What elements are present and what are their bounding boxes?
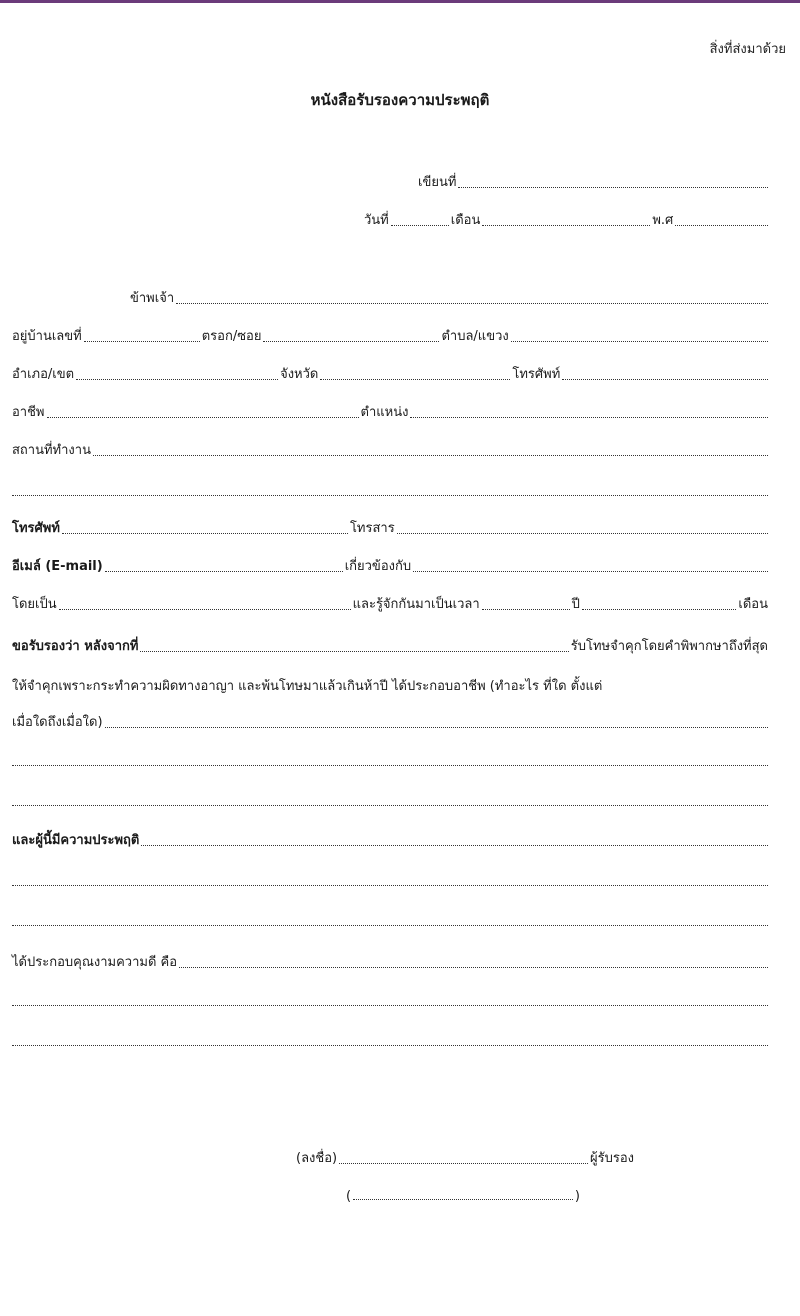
address-row xyxy=(12,326,770,346)
good-deeds-row xyxy=(12,952,770,972)
province-field[interactable] xyxy=(320,379,510,380)
behavior-row-3 xyxy=(12,910,770,930)
written-at-label: เขียนที่ xyxy=(418,175,457,190)
since-when-field-2[interactable] xyxy=(12,765,768,766)
months-label: เดือน xyxy=(738,597,768,612)
name-open-paren: ( xyxy=(346,1189,352,1204)
good-deeds-field[interactable] xyxy=(179,967,768,968)
known-for-label: และรู้จักกันมาเป็นเวลา xyxy=(352,597,480,612)
since-row-2 xyxy=(12,750,770,770)
since-when-label: เมื่อใดถึงเมื่อใด) xyxy=(12,715,103,730)
house-no-label: อยู่บ้านเลขที่ xyxy=(12,329,82,344)
by-being-field[interactable] xyxy=(59,609,351,610)
certifier-label: ผู้รับรอง xyxy=(590,1151,634,1166)
district-row xyxy=(12,364,770,384)
document-title: หนังสือรับรองความประพฤติ xyxy=(310,91,490,109)
sentenced-label: รับโทษจำคุกโดยคำพิพากษาถึงที่สุด xyxy=(570,639,768,654)
behavior-row-2 xyxy=(12,870,770,890)
by-being-label: โดยเป็น xyxy=(12,597,57,612)
good-deeds-field-2[interactable] xyxy=(12,1005,768,1006)
signature-field[interactable] xyxy=(339,1163,588,1164)
position-label: ตำแหน่ง xyxy=(360,405,409,420)
district-field[interactable] xyxy=(76,379,278,380)
email-field[interactable] xyxy=(105,571,343,572)
occupation-row xyxy=(12,402,770,422)
month-field[interactable] xyxy=(482,225,650,226)
alley-label: ตรอก/ซอย xyxy=(201,329,262,344)
enclosure-note: สิ่งที่ส่งมาด้วย xyxy=(709,42,786,57)
behavior-field-2[interactable] xyxy=(12,885,768,886)
email-row xyxy=(12,556,770,576)
occupation-field[interactable] xyxy=(47,417,359,418)
position-field[interactable] xyxy=(410,417,768,418)
workplace-field-2[interactable] xyxy=(12,495,768,496)
behavior-label: และผู้นี้มีความประพฤติ xyxy=(12,833,140,848)
phone-label: โทรศัพท์ xyxy=(512,367,561,382)
good-deeds-label: ได้ประกอบคุณงามความดี คือ xyxy=(12,955,178,970)
months-field[interactable] xyxy=(582,609,736,610)
good-deeds-row-2 xyxy=(12,990,770,1010)
house-no-field[interactable] xyxy=(84,341,200,342)
subdistrict-field[interactable] xyxy=(511,341,768,342)
workplace-row xyxy=(12,440,770,460)
fax-label: โทรสาร xyxy=(349,521,395,536)
date-field[interactable] xyxy=(391,225,449,226)
name-row xyxy=(130,288,770,308)
district-label: อำเภอ/เขต xyxy=(12,367,75,382)
province-label: จังหวัด xyxy=(280,367,319,382)
years-field[interactable] xyxy=(482,609,570,610)
certify-row xyxy=(12,636,770,656)
be-year-label: พ.ศ xyxy=(652,213,674,228)
email-label: อีเมล์ (E-mail) xyxy=(12,559,103,574)
written-at-row xyxy=(418,172,770,192)
good-deeds-field-3[interactable] xyxy=(12,1045,768,1046)
phone2-label: โทรศัพท์ xyxy=(12,521,60,536)
behavior-row xyxy=(12,830,770,850)
written-at-field[interactable] xyxy=(458,187,768,188)
contact-row xyxy=(12,518,770,538)
subdistrict-label: ตำบล/แขวง xyxy=(441,329,509,344)
name-field[interactable] xyxy=(176,303,768,304)
printed-name-row xyxy=(346,1184,582,1204)
name-close-paren: ) xyxy=(574,1189,580,1204)
since-row-3 xyxy=(12,790,770,810)
workplace-field[interactable] xyxy=(93,455,768,456)
certify-after-label: ขอรับรองว่า หลังจากที่ xyxy=(12,639,139,654)
behavior-field-3[interactable] xyxy=(12,925,768,926)
statement-row xyxy=(12,676,770,696)
i-label: ข้าพเจ้า xyxy=(130,291,175,306)
relation-row xyxy=(12,594,770,614)
occupation-label: อาชีพ xyxy=(12,405,45,420)
month-label: เดือน xyxy=(450,213,481,228)
certify-after-field[interactable] xyxy=(140,651,568,652)
top-edge-bar xyxy=(0,0,800,3)
since-when-field[interactable] xyxy=(105,727,768,728)
statement-text: ให้จำคุกเพราะกระทำความผิดทางอาญา และพ้นโทษมาแล้วเกินห้าปี ได้ประกอบอาชีพ (ทำอะไร ที่ใด ตั้งแต่ xyxy=(12,679,603,694)
printed-name-field[interactable] xyxy=(353,1199,573,1200)
signature-row xyxy=(296,1148,636,1168)
good-deeds-row-3 xyxy=(12,1030,770,1050)
date-row xyxy=(364,210,770,230)
since-row xyxy=(12,712,770,732)
since-when-field-3[interactable] xyxy=(12,805,768,806)
years-label: ปี xyxy=(571,597,580,612)
related-to-field[interactable] xyxy=(413,571,768,572)
be-year-field[interactable] xyxy=(675,225,768,226)
phone-field[interactable] xyxy=(562,379,768,380)
workplace-row-2 xyxy=(12,480,770,500)
phone2-field[interactable] xyxy=(62,533,348,534)
related-to-label: เกี่ยวข้องกับ xyxy=(344,559,412,574)
behavior-field[interactable] xyxy=(141,845,768,846)
fax-field[interactable] xyxy=(397,533,768,534)
workplace-label: สถานที่ทำงาน xyxy=(12,443,91,458)
date-label: วันที่ xyxy=(364,213,389,228)
alley-field[interactable] xyxy=(263,341,439,342)
sign-label: (ลงชื่อ) xyxy=(296,1151,338,1166)
